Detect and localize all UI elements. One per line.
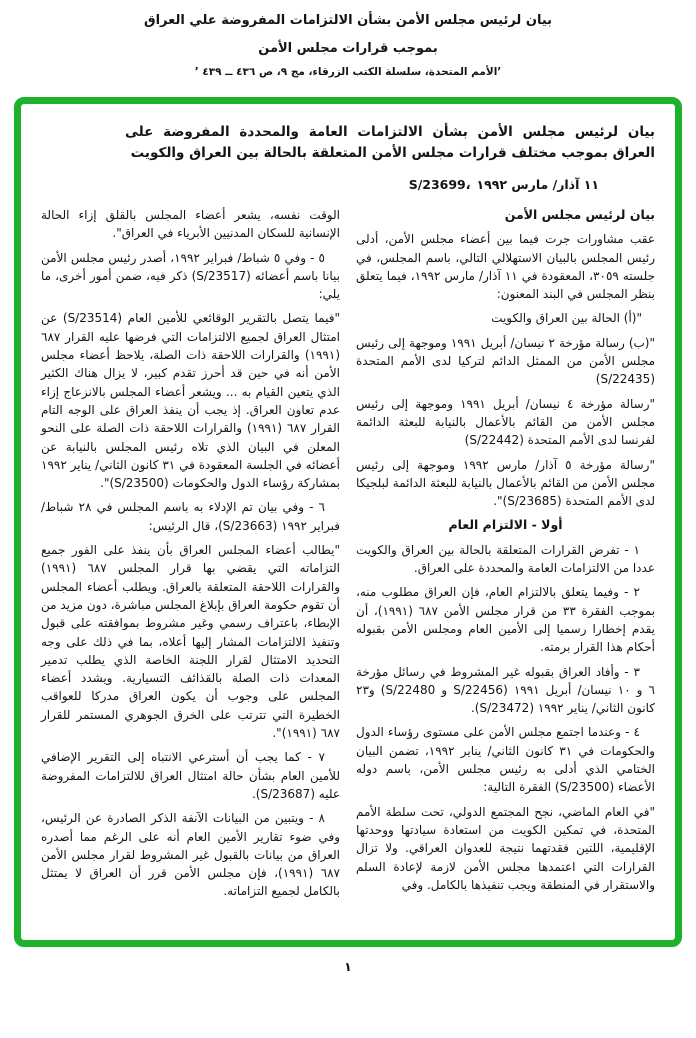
document-title: بيان لرئيس مجلس الأمن بشأن الالتزامات العامة والمحددة المفروضة على العراق بموجب مختلف قرارات مجلس الأمن المتعلقة بالحالة بين العراق والكويت bbox=[125, 124, 655, 161]
page-header bbox=[0, 0, 696, 78]
column-right bbox=[356, 206, 655, 907]
quote-feb28-statement: "يطالب أعضاء المجلس العراق بأن ينفذ على الفور جميع التزاماته التي يقضي بها قرار المجلس ٦٨٧ (١٩٩١) والقرارات اللاحقة المتعلقة بالعراق. ويطلب أعضاء المجلس أن تقوم حكومة العراق بإبلاغ المجلس مباشرة، دون مزيد من الإبطاء، باعتراف رسمي وغير مشروط بموافقته على قبول وتنفيذ الالتزامات المشار إليها أعلاه، بما في ذلك على وجه التحديد الامتثال لقرار اللجنة الخاصة الذي يطلب تدمير المعدات ذات الصلة بالقذائف التسيارية. ويشدد أعضاء المجلس على وجوب أن يكون العراق مدركا للعواقب الخطيرة التي تترتب على الخرق الجوهري المستمر للقرار ٦٨٧ (١٩٩١)". bbox=[40, 543, 341, 741]
paragraph-7: ٧ - كما يجب أن أسترعي الانتباه إلى التقرير الإضافي للأمين العام بشأن حالة امتثال العراق للالتزامات المفروضة عليه (S/23687). bbox=[41, 750, 340, 801]
paragraph-3: ٣ - وأفاد العراق بقبوله غير المشروط في رسائل مؤرخة ٦ و ١٠ نيسان/ أبريل ١٩٩١ (S/22456 و S/22480) و٢٣ كانون الثاني/ يناير ١٩٩٢ (S/23472). bbox=[356, 664, 655, 716]
header-title-line2: بموجب قرارات مجلس الأمن bbox=[258, 41, 438, 56]
paragraph-6: ٦ - وفي بيان تم الإدلاء به باسم المجلس في ٢٨ شباط/ فبراير ١٩٩٢ (S/23663)، قال الرئيس: bbox=[41, 500, 340, 533]
document-symbol-dateline bbox=[41, 177, 599, 192]
agenda-item-a: "(أ) الحالة بين العراق والكويت bbox=[491, 311, 642, 326]
paragraph-8: ٨ - ويتبين من البيانات الآنفة الذكر الصادرة عن الرئيس، وفي ضوء تقارير الأمين العام أنه على الرغم مما أصدره العراق من بيانات بالقبول غير المشروط لقرار مجلس الأمن ٦٨٧ (١٩٩١)، فإن مجلس الأمن قرر أن العراق لا يمتثل بالكامل لجميع التزاماته. bbox=[41, 811, 340, 899]
document-frame bbox=[14, 97, 682, 947]
quote-summit-statement: "في العام الماضي، نجح المجتمع الدولي، تحت سلطة الأمم المتحدة، في تمكين الكويت من استعادة سيادتها ووحدتها الإقليمية، اللتين فقدتهما نتيجة للعدوان العراقي. ولا تزال القرارات التي اعتمدها مجلس الأمن لازمة لإعادة السلم والاستقرار في المنطقة ويجب تنفيذها بالكامل. وفي bbox=[356, 804, 655, 892]
header-title-line1: بيان لرئيس مجلس الأمن بشأن الالتزامات المفروضة علي العراق bbox=[143, 13, 553, 28]
agenda-item-d: "رسالة مؤرخة ٥ آذار/ مارس ١٩٩٢ وموجهة إلى رئيس مجلس الأمن من القائم بالأعمال بالنيابة للبعثة الدائمة لبلجيكا لدى الأمم المتحدة (S/23685)". bbox=[356, 457, 655, 509]
document-columns bbox=[41, 206, 655, 907]
header-source-citation: ’الأمم المتحدة، سلسلة الكتب الزرقاء، مج ٩، ص ٤٣٦ ــ ٤٣٩ ’ bbox=[194, 66, 502, 78]
paragraph-2: ٢ - وفيما يتعلق بالالتزام العام، فإن العراق مطلوب منه، بموجب الفقرة ٣٣ من قرار مجلس الأمن ٦٨٧ (١٩٩١)، أن يقدم إخطارا رسميا إلى الأمين العام ومجلس الأمن بقبوله أحكام هذا القرار برمته. bbox=[356, 585, 655, 655]
agenda-item-c: "رسالة مؤرخة ٤ نيسان/ أبريل ١٩٩١ وموجهة إلى رئيس مجلس الأمن من القائم بالأعمال بالنيابة للبعثة الدائمة لفرنسا لدى الأمم المتحدة (S/22442) bbox=[356, 396, 656, 448]
paragraph-4: ٤ - وعندما اجتمع مجلس الأمن على مستوى رؤساء الدول والحكومات في ٣١ كانون الثاني/ يناير ١٩٩٢، تضمن البيان الختامي الذي أدلى به رئيس مجلس الأمن، باسم دوله الأعضاء (S/23500) الفقرة التالية: bbox=[356, 725, 655, 795]
column-left bbox=[41, 206, 340, 907]
document-date: ١١ آذار/ مارس ١٩٩٢ bbox=[476, 177, 599, 192]
statement-heading: بيان لرئيس مجلس الأمن bbox=[504, 207, 655, 222]
paragraph-1: ١ - تفرض القرارات المتعلقة بالحالة بين العراق والكويت عددا من الالتزامات العامة والمحددة على العراق. bbox=[356, 542, 655, 576]
quote-feb5-statement: "فيما يتصل بالتقرير الوقائعي للأمين العام (S/23514) عن امتثال العراق لجميع الالتزامات التي فرضها عليه القرار ٦٨٧ (١٩٩١) والقرارات اللاحقة ذات الصلة، يلاحظ أعضاء مجلس الأمن أنه في حين قد أحرز تقدم كبير، لا يزال هناك الكثير الذي يتعين القيام به ... ويشعر أعضاء المجلس بالانزعاج إزاء عدم تعاون العراق. إذ يجب أن ينفذ العراق على الوجه التام القرار ٦٨٧ (١٩٩١) والقرارات اللاحقة ذات الصلة على النحو المعلن في البيان الذي تلاه رئيس المجلس بالنيابة عن أعضائه في الجلسة المعقودة في ٣١ كانون الثاني/ يناير ١٩٩٢ بمشاركة رؤساء الدول والحكومات (S/23500)". bbox=[41, 311, 341, 491]
page-number: ١ bbox=[344, 959, 352, 974]
document-symbol: S/23699، bbox=[408, 177, 471, 192]
paragraph-5: ٥ - وفي ٥ شباط/ فبراير ١٩٩٢، أصدر رئيس مجلس الأمن بيانا باسم أعضائه (S/23517) ذكر فيه، ضمن أمور أخرى، ما يلي: bbox=[41, 250, 340, 302]
paragraph-intro: عقب مشاورات جرت فيما بين أعضاء مجلس الأمن، أدلى رئيس المجلس بالبيان الاستهلالي التالي، باسم المجلس، في جلسته ٣٠٥٩، المعقودة في ١١ آذار/ مارس ١٩٩٢، فيما يتعلق بنظر المجلس في البند المعنون: bbox=[356, 232, 656, 302]
section-heading-general-obligation: أولا - الالتزام العام bbox=[448, 517, 563, 533]
agenda-item-b: "(ب) رسالة مؤرخة ٢ نيسان/ أبريل ١٩٩١ وموجهة إلى رئيس مجلس الأمن من الممثل الدائم لتركيا لدى الأمم المتحدة (S/22435) bbox=[356, 335, 656, 387]
quote-summit-continuation: الوقت نفسه، يشعر أعضاء المجلس بالقلق إزاء الحالة الإنسانية للسكان المدنيين الأبرياء في العراق". bbox=[41, 208, 340, 241]
